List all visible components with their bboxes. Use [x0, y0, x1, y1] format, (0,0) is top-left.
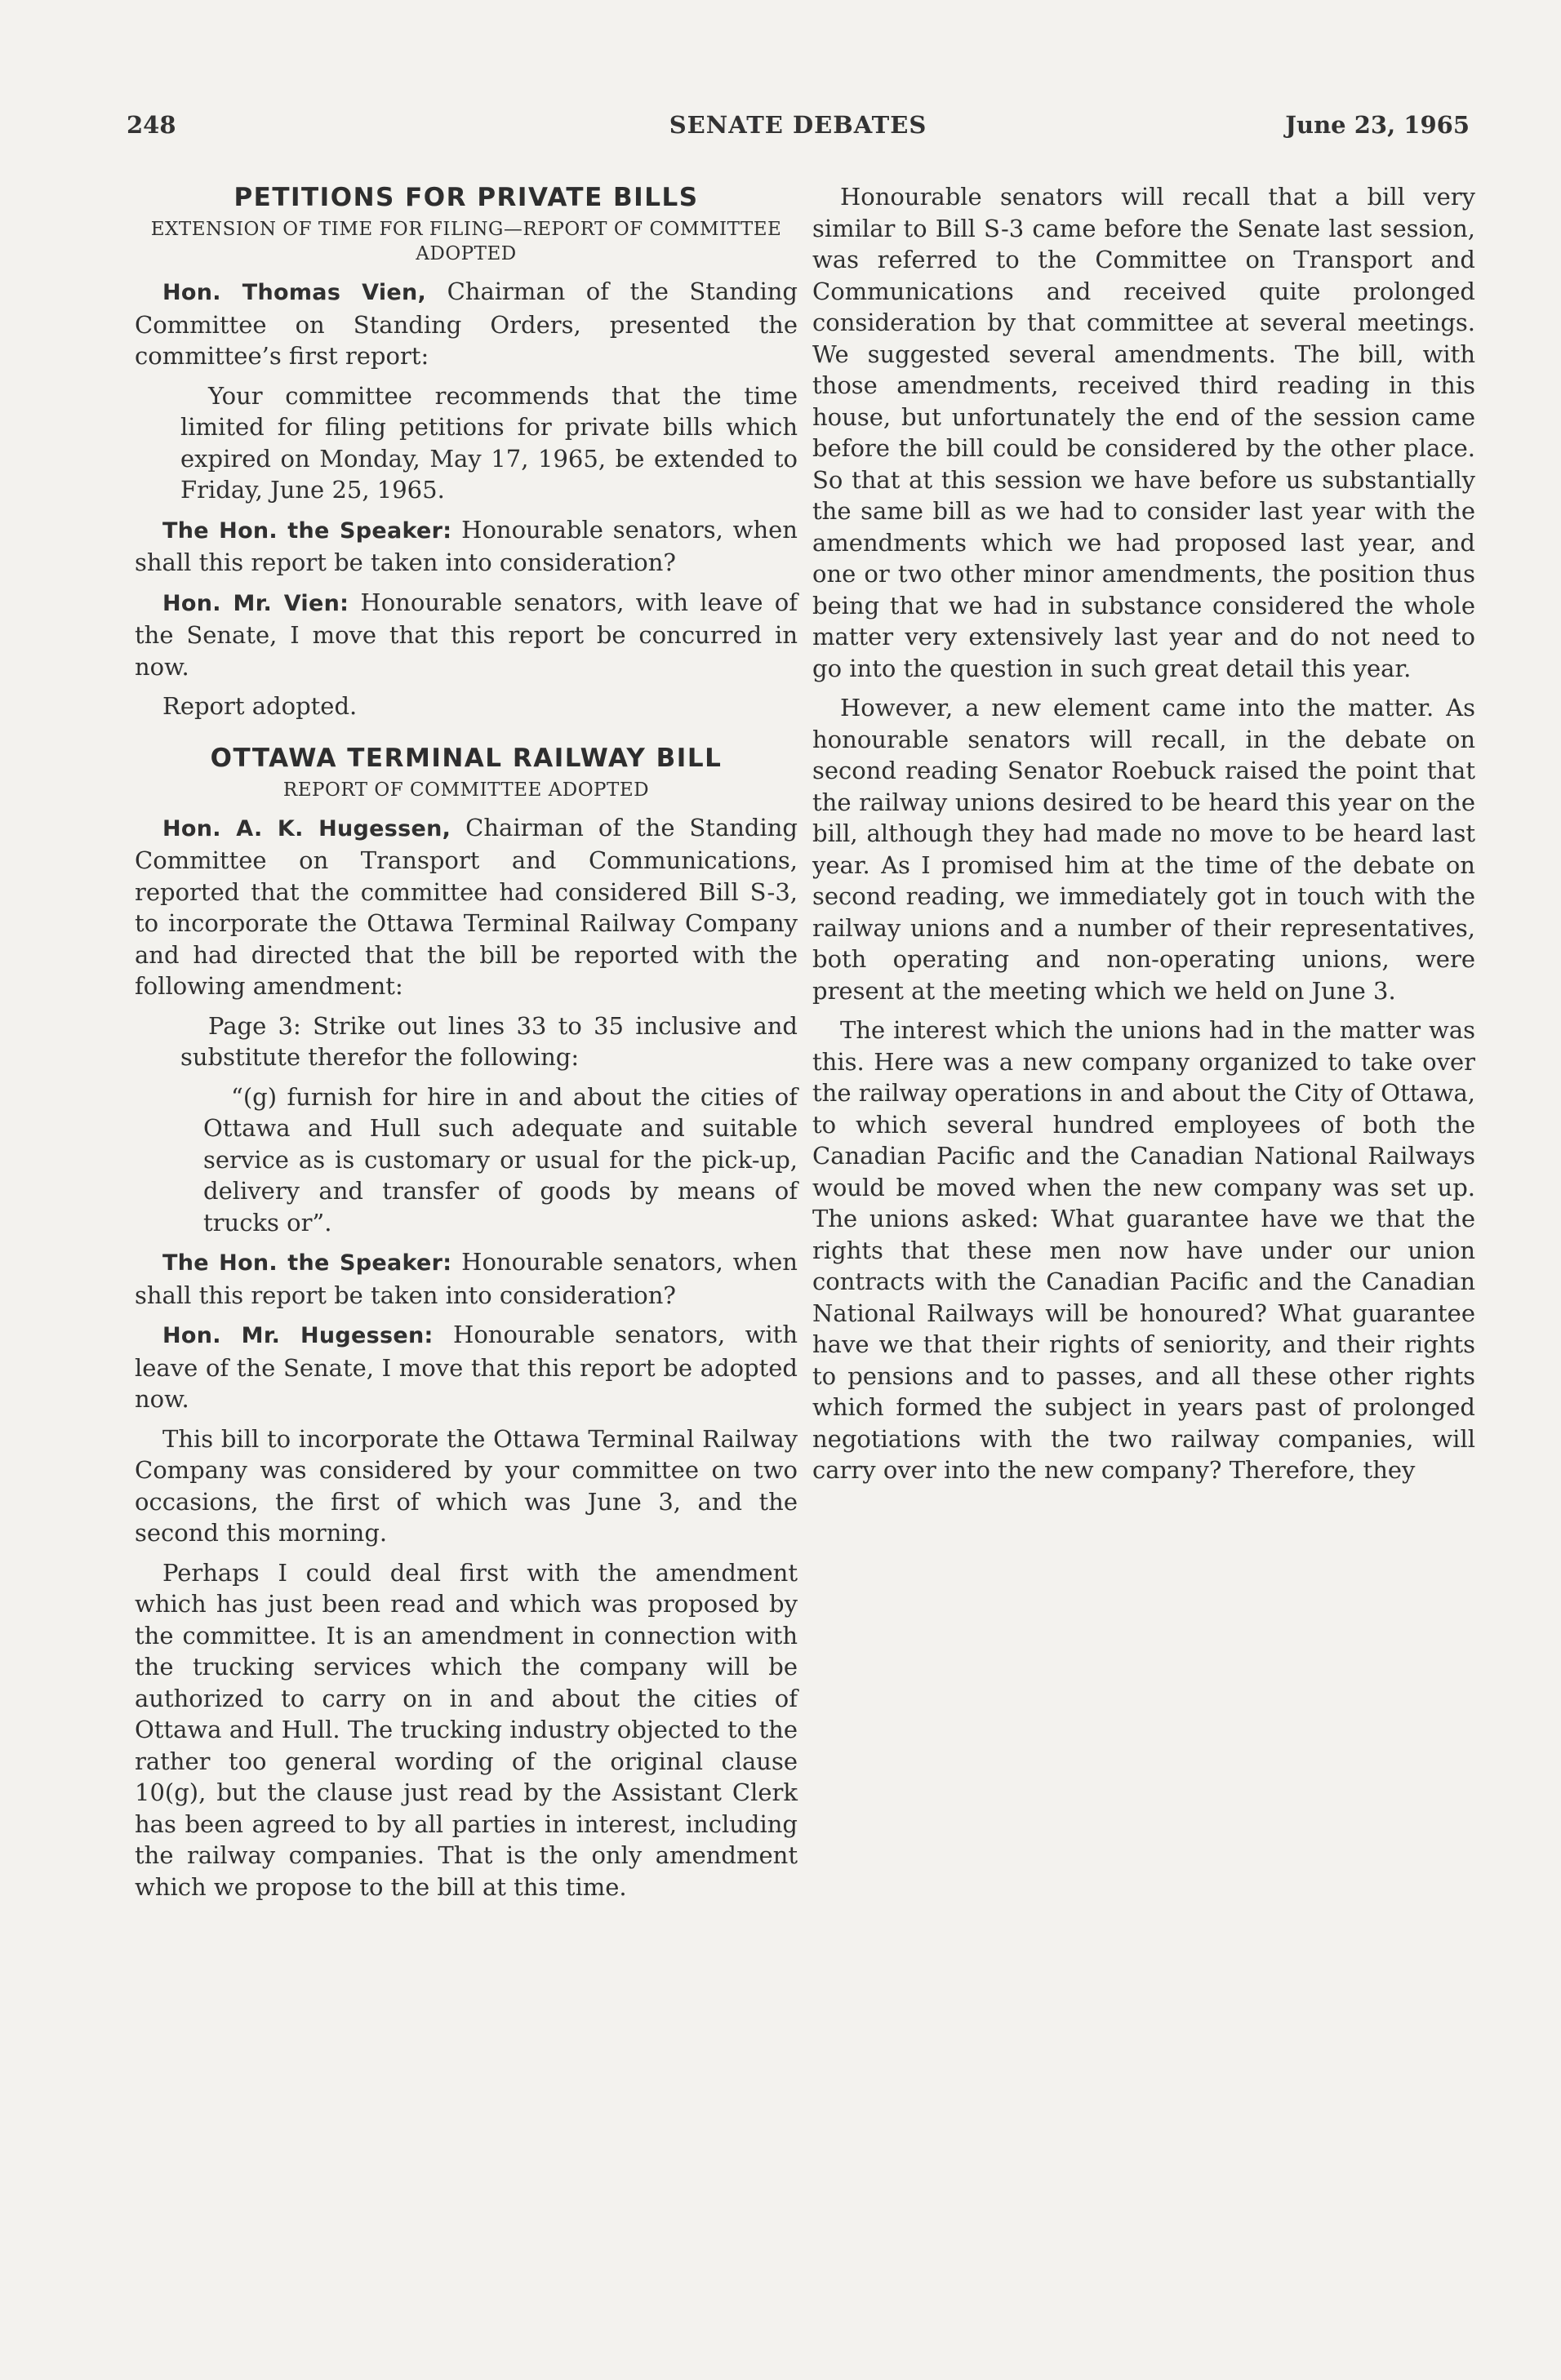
- paragraph-text: Chairman of the Standing Committee on Transport and Communications, reported that the committee had considered Bill S-3, to incorporate the Ottawa Terminal Railway Company and had directed that the bill be reported with the following amendment:: [135, 813, 798, 1000]
- amendment-clause-quote: “(g) furnish for hire in and about the cities of Ottawa and Hull such adequate and suitable service as is customary or usual for the pick-up, delivery and transfer of goods by means of trucks or”.: [203, 1082, 798, 1237]
- paragraph: This bill to incorporate the Ottawa Terminal Railway Company was considered by your committee on two occasions, the first of which was June 3, and the second this morning.: [135, 1424, 798, 1547]
- paragraph-text: Honourable senators, with leave of the Senate, I move that this report be concurred in now.: [135, 588, 798, 681]
- paragraph: [135, 1319, 798, 1415]
- paragraph: [135, 587, 798, 683]
- right-column: [812, 181, 1475, 1494]
- paragraph-text: Honourable senators, when shall this report be taken into consideration?: [135, 1248, 798, 1309]
- section-title-ottawa-terminal: OTTAWA TERMINAL RAILWAY BILL: [210, 743, 723, 773]
- section-subtitle-petitions: EXTENSION OF TIME FOR FILING—REPORT OF COMMITTEE ADOPTED: [150, 219, 782, 264]
- paragraph-text: Honourable senators, when shall this report be taken into consideration?: [135, 515, 798, 576]
- paragraph: Perhaps I could deal first with the amendment which has just been read and which was proposed by the committee. It is an amendment in connection with the trucking services which the company will be authorized to carry on in and about the cities of Ottawa and Hull. The trucking industry objected to the rather too general wording of the original clause 10(g), but the clause just read by the Assistant Clerk has been agreed to by all parties in interest, including the railway companies. That is the only amendment which we propose to the bill at this time.: [135, 1558, 798, 1901]
- paragraph: [135, 812, 798, 1002]
- paragraph: [135, 276, 798, 372]
- amendment-quote: Page 3: Strike out lines 33 to 35 inclusive and substitute therefor the following:: [180, 1011, 798, 1071]
- speaker-name: Hon. A. K. Hugessen,: [162, 815, 451, 841]
- speaker-name: Hon. Thomas Vien,: [162, 280, 427, 305]
- committee-report-quote: Your committee recommends that the time limited for filing petitions for private bills which expired on Monday, May 17, 1965, be extended to Friday, June 25, 1965.: [180, 381, 798, 504]
- paragraph-text: Honourable senators, with leave of the Senate, I move that this report be adopted now.: [135, 1321, 798, 1413]
- issue-date: June 23, 1965: [1285, 111, 1470, 139]
- journal-title: SENATE DEBATES: [669, 111, 927, 139]
- paragraph: The interest which the unions had in the matter was this. Here was a new company organized to take over the railway operations in and about the City of Ottawa, to which several hundred employees of both the Canadian Pacific and the Canadian National Railways would be moved when the new company was set up. The unions asked: What guarantee have we that the rights that these men now have under our union contracts with the Canadian Pacific and the Canadian National Railways will be honoured? What guarantee have we that their rights of seniority, and their rights to pensions and to passes, and all these other rights which formed the subject in years past of prolonged negotiations with the two railway companies, will carry over into the new company? Therefore, they: [812, 1016, 1475, 1484]
- speaker-name: Hon. Mr. Hugessen:: [162, 1323, 434, 1348]
- left-column: [135, 181, 798, 1903]
- section-title-petitions: PETITIONS FOR PRIVATE BILLS: [233, 183, 699, 212]
- paragraph-text: Chairman of the Standing Committee on Standing Orders, presented the committee’s first report:: [135, 278, 798, 370]
- paragraph: Honourable senators will recall that a bill very similar to Bill S-3 came before the Senate last session, was referred to the Committee on Transport and Communications and received quite prolonged consideration by that committee at several meetings. We suggested several amendments. The bill, with those amendments, received third reading in this house, but unfortunately the end of the session came before the bill could be considered by the other place. So that at this session we have before us substantially the same bill as we had to consider last year with the amendments which we had proposed last year, and one or two other minor amendments, the position thus being that we had in substance considered the whole matter very extensively last year and do not need to go into the question in such great detail this year.: [812, 183, 1475, 682]
- running-head: [127, 111, 1470, 152]
- paragraph: Report adopted.: [162, 692, 358, 720]
- page-number: 248: [127, 111, 176, 139]
- speaker-name: Hon. Mr. Vien:: [162, 590, 349, 616]
- speaker-name: The Hon. the Speaker:: [162, 517, 452, 544]
- paragraph: However, a new element came into the matter. As honourable senators will recall, in the debate on second reading Senator Roebuck raised the point that the railway unions desired to be heard this year on the bill, although they had made no move to be heard last year. As I promised him at the time of the debate on second reading, we immediately got in touch with the railway unions and a number of their representatives, both operating and non-operating unions, were present at the meeting which we held on June 3.: [812, 694, 1475, 1005]
- speaker-name: The Hon. the Speaker:: [162, 1250, 452, 1276]
- section-subtitle-ottawa-terminal: REPORT OF COMMITTEE ADOPTED: [282, 779, 650, 801]
- paragraph: [135, 1246, 798, 1311]
- paragraph: [135, 514, 798, 579]
